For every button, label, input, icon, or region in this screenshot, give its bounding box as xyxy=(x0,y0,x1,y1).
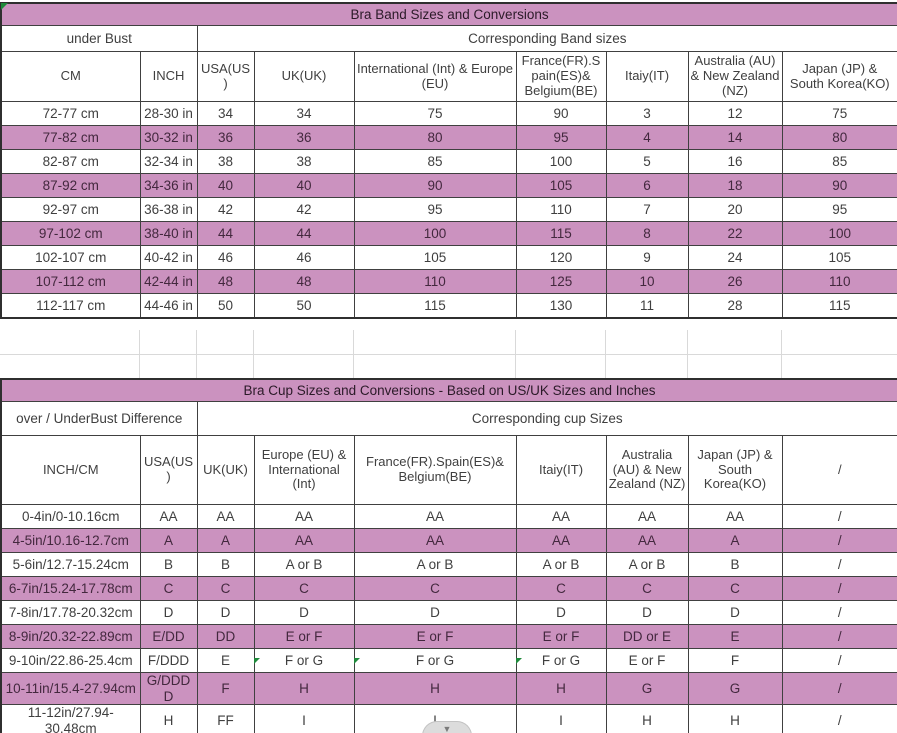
empty-gridline-rows xyxy=(0,330,897,379)
cell[interactable]: H xyxy=(354,673,516,705)
cell[interactable]: G xyxy=(688,673,782,705)
group-header-row xyxy=(1,26,897,52)
cell[interactable]: E xyxy=(197,649,254,673)
empty-cell[interactable] xyxy=(0,330,139,355)
cell[interactable]: 130 xyxy=(516,294,606,319)
col-header-inch-cm[interactable]: INCH/CM xyxy=(1,436,140,505)
col-header-cm[interactable]: CM xyxy=(1,52,140,102)
cell[interactable]: 10 xyxy=(606,270,688,294)
cell[interactable]: 40 xyxy=(254,174,354,198)
cell[interactable]: D xyxy=(197,601,254,625)
cell[interactable]: E or F xyxy=(606,649,688,673)
col-header-uk[interactable]: UK(UK) xyxy=(254,52,354,102)
cell[interactable]: / xyxy=(782,601,897,625)
cell[interactable]: C xyxy=(254,577,354,601)
cell[interactable]: 95 xyxy=(354,198,516,222)
cell[interactable]: 50 xyxy=(197,294,254,319)
cell[interactable]: 105 xyxy=(354,246,516,270)
cell[interactable]: 120 xyxy=(516,246,606,270)
table-row xyxy=(1,198,897,222)
cell[interactable]: 115 xyxy=(782,294,897,319)
cell[interactable]: 85 xyxy=(782,150,897,174)
cell[interactable]: F/DDD xyxy=(140,649,197,673)
col-header-inch[interactable]: INCH xyxy=(140,52,197,102)
cell[interactable]: D xyxy=(254,601,354,625)
cell[interactable]: / xyxy=(782,529,897,553)
col-header-europe-international[interactable]: Europe (EU) & International (Int) xyxy=(254,436,354,505)
cell[interactable]: A or B xyxy=(254,553,354,577)
cell[interactable]: A xyxy=(688,529,782,553)
empty-cell[interactable] xyxy=(0,355,139,380)
cell[interactable]: A xyxy=(197,529,254,553)
band-table-title[interactable]: Bra Band Sizes and Conversions xyxy=(1,3,897,26)
cell[interactable]: C xyxy=(197,577,254,601)
col-header-uk[interactable]: UK(UK) xyxy=(197,436,254,505)
cell[interactable]: 87-92 cm xyxy=(1,174,140,198)
col-header-japan-korea[interactable]: Japan (JP) & South Korea(KO) xyxy=(688,436,782,505)
cell[interactable]: F or G xyxy=(254,649,354,673)
cell[interactable]: F or G xyxy=(516,649,606,673)
cell[interactable]: 100 xyxy=(354,222,516,246)
table-row xyxy=(1,246,897,270)
cell[interactable]: D xyxy=(140,601,197,625)
cell[interactable]: 7 xyxy=(606,198,688,222)
cell[interactable]: E/DD xyxy=(140,625,197,649)
table-row xyxy=(1,625,897,649)
col-header-italy[interactable]: Itaiy(IT) xyxy=(606,52,688,102)
table-row xyxy=(1,673,897,705)
cell[interactable]: A or B xyxy=(354,553,516,577)
cell[interactable]: A or B xyxy=(606,553,688,577)
cell[interactable]: 38 xyxy=(254,150,354,174)
cell[interactable]: 80 xyxy=(354,126,516,150)
cell[interactable]: AA xyxy=(516,505,606,529)
cell[interactable]: 7-8in/17.78-20.32cm xyxy=(1,601,140,625)
cell[interactable]: D xyxy=(516,601,606,625)
group-header-row xyxy=(1,402,897,436)
cell[interactable]: / xyxy=(782,705,897,733)
col-header-australia-nz[interactable]: Australia (AU) & New Zealand (NZ) xyxy=(606,436,688,505)
cell[interactable]: 100 xyxy=(782,222,897,246)
cell[interactable]: 18 xyxy=(688,174,782,198)
cell[interactable]: 14 xyxy=(688,126,782,150)
cell[interactable]: AA xyxy=(140,505,197,529)
cell[interactable]: 107-112 cm xyxy=(1,270,140,294)
cell[interactable]: 34-36 in xyxy=(140,174,197,198)
cell[interactable]: 11 xyxy=(606,294,688,319)
cell[interactable]: B xyxy=(688,553,782,577)
cell[interactable]: 97-102 cm xyxy=(1,222,140,246)
empty-row xyxy=(0,355,897,380)
cell[interactable]: 112-117 cm xyxy=(1,294,140,319)
cell[interactable]: 90 xyxy=(782,174,897,198)
cell[interactable]: / xyxy=(782,553,897,577)
cell[interactable]: AA xyxy=(606,529,688,553)
cell[interactable]: / xyxy=(782,577,897,601)
cell[interactable]: 105 xyxy=(782,246,897,270)
cell[interactable]: 85 xyxy=(354,150,516,174)
cell[interactable]: 4-5in/10.16-12.7cm xyxy=(1,529,140,553)
column-header-row xyxy=(1,52,897,102)
cell[interactable]: H xyxy=(516,673,606,705)
cell[interactable]: C xyxy=(688,577,782,601)
cell[interactable]: AA xyxy=(254,505,354,529)
cell[interactable]: 28 xyxy=(688,294,782,319)
cell[interactable]: E xyxy=(688,625,782,649)
cell[interactable]: 115 xyxy=(354,294,516,319)
cell[interactable]: 72-77 cm xyxy=(1,102,140,126)
table-row xyxy=(1,150,897,174)
cell[interactable]: 36 xyxy=(254,126,354,150)
column-header-row xyxy=(1,436,897,505)
cell[interactable]: F xyxy=(688,649,782,673)
cell[interactable]: C xyxy=(354,577,516,601)
cell[interactable]: 16 xyxy=(688,150,782,174)
cell[interactable]: 28-30 in xyxy=(140,102,197,126)
cell[interactable]: 115 xyxy=(516,222,606,246)
cell[interactable]: DD or E xyxy=(606,625,688,649)
band-table-body xyxy=(1,102,897,319)
cell[interactable]: I xyxy=(516,705,606,733)
cell[interactable]: 30-32 in xyxy=(140,126,197,150)
table-row xyxy=(1,649,897,673)
cell[interactable]: 12 xyxy=(688,102,782,126)
cell[interactable]: C xyxy=(140,577,197,601)
cell[interactable]: 48 xyxy=(197,270,254,294)
cell[interactable]: H xyxy=(606,705,688,733)
cell[interactable]: 34 xyxy=(197,102,254,126)
cell[interactable]: 110 xyxy=(782,270,897,294)
cell[interactable]: F xyxy=(197,673,254,705)
cell[interactable]: 5-6in/12.7-15.24cm xyxy=(1,553,140,577)
cell[interactable]: 38 xyxy=(197,150,254,174)
cell[interactable]: AA xyxy=(354,505,516,529)
col-header-italy[interactable]: Itaiy(IT) xyxy=(516,436,606,505)
cell[interactable]: A or B xyxy=(516,553,606,577)
table-row xyxy=(1,294,897,319)
cell[interactable]: 92-97 cm xyxy=(1,198,140,222)
cell[interactable]: I xyxy=(254,705,354,733)
cell[interactable]: 20 xyxy=(688,198,782,222)
cell[interactable]: FF xyxy=(197,705,254,733)
cell[interactable]: 8-9in/20.32-22.89cm xyxy=(1,625,140,649)
corresponding-band-sizes-header[interactable]: Corresponding Band sizes xyxy=(197,26,897,52)
under-bust-header[interactable]: under Bust xyxy=(1,26,197,52)
table-row xyxy=(1,174,897,198)
cell[interactable]: 102-107 cm xyxy=(1,246,140,270)
cell[interactable]: 42 xyxy=(254,198,354,222)
table-row xyxy=(1,222,897,246)
cell[interactable]: / xyxy=(782,673,897,705)
cell[interactable]: 40 xyxy=(197,174,254,198)
cell[interactable]: F or G xyxy=(354,649,516,673)
cell[interactable]: B xyxy=(197,553,254,577)
cell[interactable]: 0-4in/0-10.16cm xyxy=(1,505,140,529)
cell[interactable]: H xyxy=(140,705,197,733)
error-marker-icon xyxy=(254,658,260,664)
band-size-table xyxy=(0,2,897,319)
cell[interactable]: AA xyxy=(197,505,254,529)
cell[interactable]: 9-10in/22.86-25.4cm xyxy=(1,649,140,673)
cell[interactable]: 75 xyxy=(354,102,516,126)
cell[interactable]: D xyxy=(606,601,688,625)
cell[interactable]: 75 xyxy=(782,102,897,126)
col-header-usa[interactable]: USA(US) xyxy=(197,52,254,102)
error-marker-icon xyxy=(516,658,522,664)
error-marker-icon xyxy=(354,658,360,664)
cell[interactable]: 5 xyxy=(606,150,688,174)
col-header-slash[interactable]: / xyxy=(782,436,897,505)
table-row xyxy=(1,577,897,601)
cup-table-title[interactable]: Bra Cup Sizes and Conversions - Based on US/UK Sizes and Inches xyxy=(1,379,897,402)
cell[interactable]: 11-12in/27.94-30.48cm xyxy=(1,705,140,733)
cell[interactable]: 46 xyxy=(197,246,254,270)
cell[interactable]: / xyxy=(782,505,897,529)
cell[interactable]: C xyxy=(516,577,606,601)
table-row xyxy=(1,553,897,577)
cell[interactable]: E or F xyxy=(516,625,606,649)
table-row xyxy=(1,270,897,294)
cell[interactable]: 24 xyxy=(688,246,782,270)
empty-row xyxy=(0,330,897,355)
table-title-row xyxy=(1,379,897,402)
corresponding-cup-sizes-header[interactable]: Corresponding cup Sizes xyxy=(197,402,897,436)
cell[interactable]: 22 xyxy=(688,222,782,246)
cell[interactable]: 36 xyxy=(197,126,254,150)
cell[interactable]: A xyxy=(140,529,197,553)
table-row xyxy=(1,601,897,625)
cell[interactable]: E or F xyxy=(254,625,354,649)
cup-size-table xyxy=(0,378,897,733)
table-title-row xyxy=(1,3,897,26)
cell[interactable]: E or F xyxy=(354,625,516,649)
cell[interactable]: 90 xyxy=(354,174,516,198)
cell[interactable]: 40-42 in xyxy=(140,246,197,270)
cell[interactable]: 6 xyxy=(606,174,688,198)
table-row xyxy=(1,529,897,553)
cell[interactable]: 4 xyxy=(606,126,688,150)
cell[interactable]: 32-34 in xyxy=(140,150,197,174)
cell[interactable]: / xyxy=(782,649,897,673)
cell[interactable]: 44 xyxy=(254,222,354,246)
col-header-france-spain-belgium[interactable]: France(FR).Spain(ES)& Belgium(BE) xyxy=(516,52,606,102)
cell[interactable]: DD xyxy=(197,625,254,649)
cell[interactable]: 9 xyxy=(606,246,688,270)
cell[interactable]: 10-11in/15.4-27.94cm xyxy=(1,673,140,705)
cell[interactable]: 26 xyxy=(688,270,782,294)
error-marker-icon xyxy=(1,3,8,10)
cell[interactable]: 77-82 cm xyxy=(1,126,140,150)
cell[interactable]: 46 xyxy=(254,246,354,270)
cell[interactable]: 110 xyxy=(516,198,606,222)
table-row xyxy=(1,126,897,150)
cell[interactable]: H xyxy=(254,673,354,705)
cell[interactable]: 125 xyxy=(516,270,606,294)
cell[interactable]: D xyxy=(688,601,782,625)
cell[interactable]: 8 xyxy=(606,222,688,246)
cell[interactable]: AA xyxy=(516,529,606,553)
cell[interactable]: G xyxy=(606,673,688,705)
chevron-down-icon: ▼ xyxy=(442,723,452,733)
cell[interactable]: AA xyxy=(606,505,688,529)
cell[interactable]: 6-7in/15.24-17.78cm xyxy=(1,577,140,601)
cell[interactable]: 48 xyxy=(254,270,354,294)
cell[interactable]: 100 xyxy=(516,150,606,174)
cell[interactable]: AA xyxy=(688,505,782,529)
cell[interactable]: G/DDDD xyxy=(140,673,197,705)
cell[interactable]: 3 xyxy=(606,102,688,126)
scroll-down-button[interactable] xyxy=(422,721,472,733)
cell[interactable]: 44-46 in xyxy=(140,294,197,319)
col-header-international-europe[interactable]: International (Int) & Europe (EU) xyxy=(354,52,516,102)
cell[interactable]: 34 xyxy=(254,102,354,126)
cell[interactable]: B xyxy=(140,553,197,577)
cell[interactable]: / xyxy=(782,625,897,649)
cell[interactable]: 105 xyxy=(516,174,606,198)
cell[interactable]: 50 xyxy=(254,294,354,319)
cell[interactable]: 42-44 in xyxy=(140,270,197,294)
cell[interactable]: 95 xyxy=(782,198,897,222)
underbust-difference-header[interactable]: over / UnderBust Difference xyxy=(1,402,197,436)
cell[interactable]: 38-40 in xyxy=(140,222,197,246)
col-header-france-spain-belgium[interactable]: France(FR).Spain(ES)& Belgium(BE) xyxy=(354,436,516,505)
cell[interactable]: AA xyxy=(254,529,354,553)
cell[interactable]: 42 xyxy=(197,198,254,222)
cell[interactable]: H xyxy=(688,705,782,733)
cell[interactable]: C xyxy=(606,577,688,601)
cup-table-body xyxy=(1,505,897,733)
col-header-usa[interactable]: USA(US) xyxy=(140,436,197,505)
col-header-japan-korea[interactable]: Japan (JP) & South Korea(KO) xyxy=(782,52,897,102)
table-row xyxy=(1,102,897,126)
cell[interactable]: 44 xyxy=(197,222,254,246)
cell[interactable]: D xyxy=(354,601,516,625)
cell[interactable]: 95 xyxy=(516,126,606,150)
col-header-australia-nz[interactable]: Australia (AU) & New Zealand (NZ) xyxy=(688,52,782,102)
cell[interactable]: AA xyxy=(354,529,516,553)
cell[interactable]: 110 xyxy=(354,270,516,294)
cell[interactable]: 80 xyxy=(782,126,897,150)
cell[interactable]: 36-38 in xyxy=(140,198,197,222)
cell[interactable]: 82-87 cm xyxy=(1,150,140,174)
cell[interactable]: 90 xyxy=(516,102,606,126)
table-row xyxy=(1,505,897,529)
